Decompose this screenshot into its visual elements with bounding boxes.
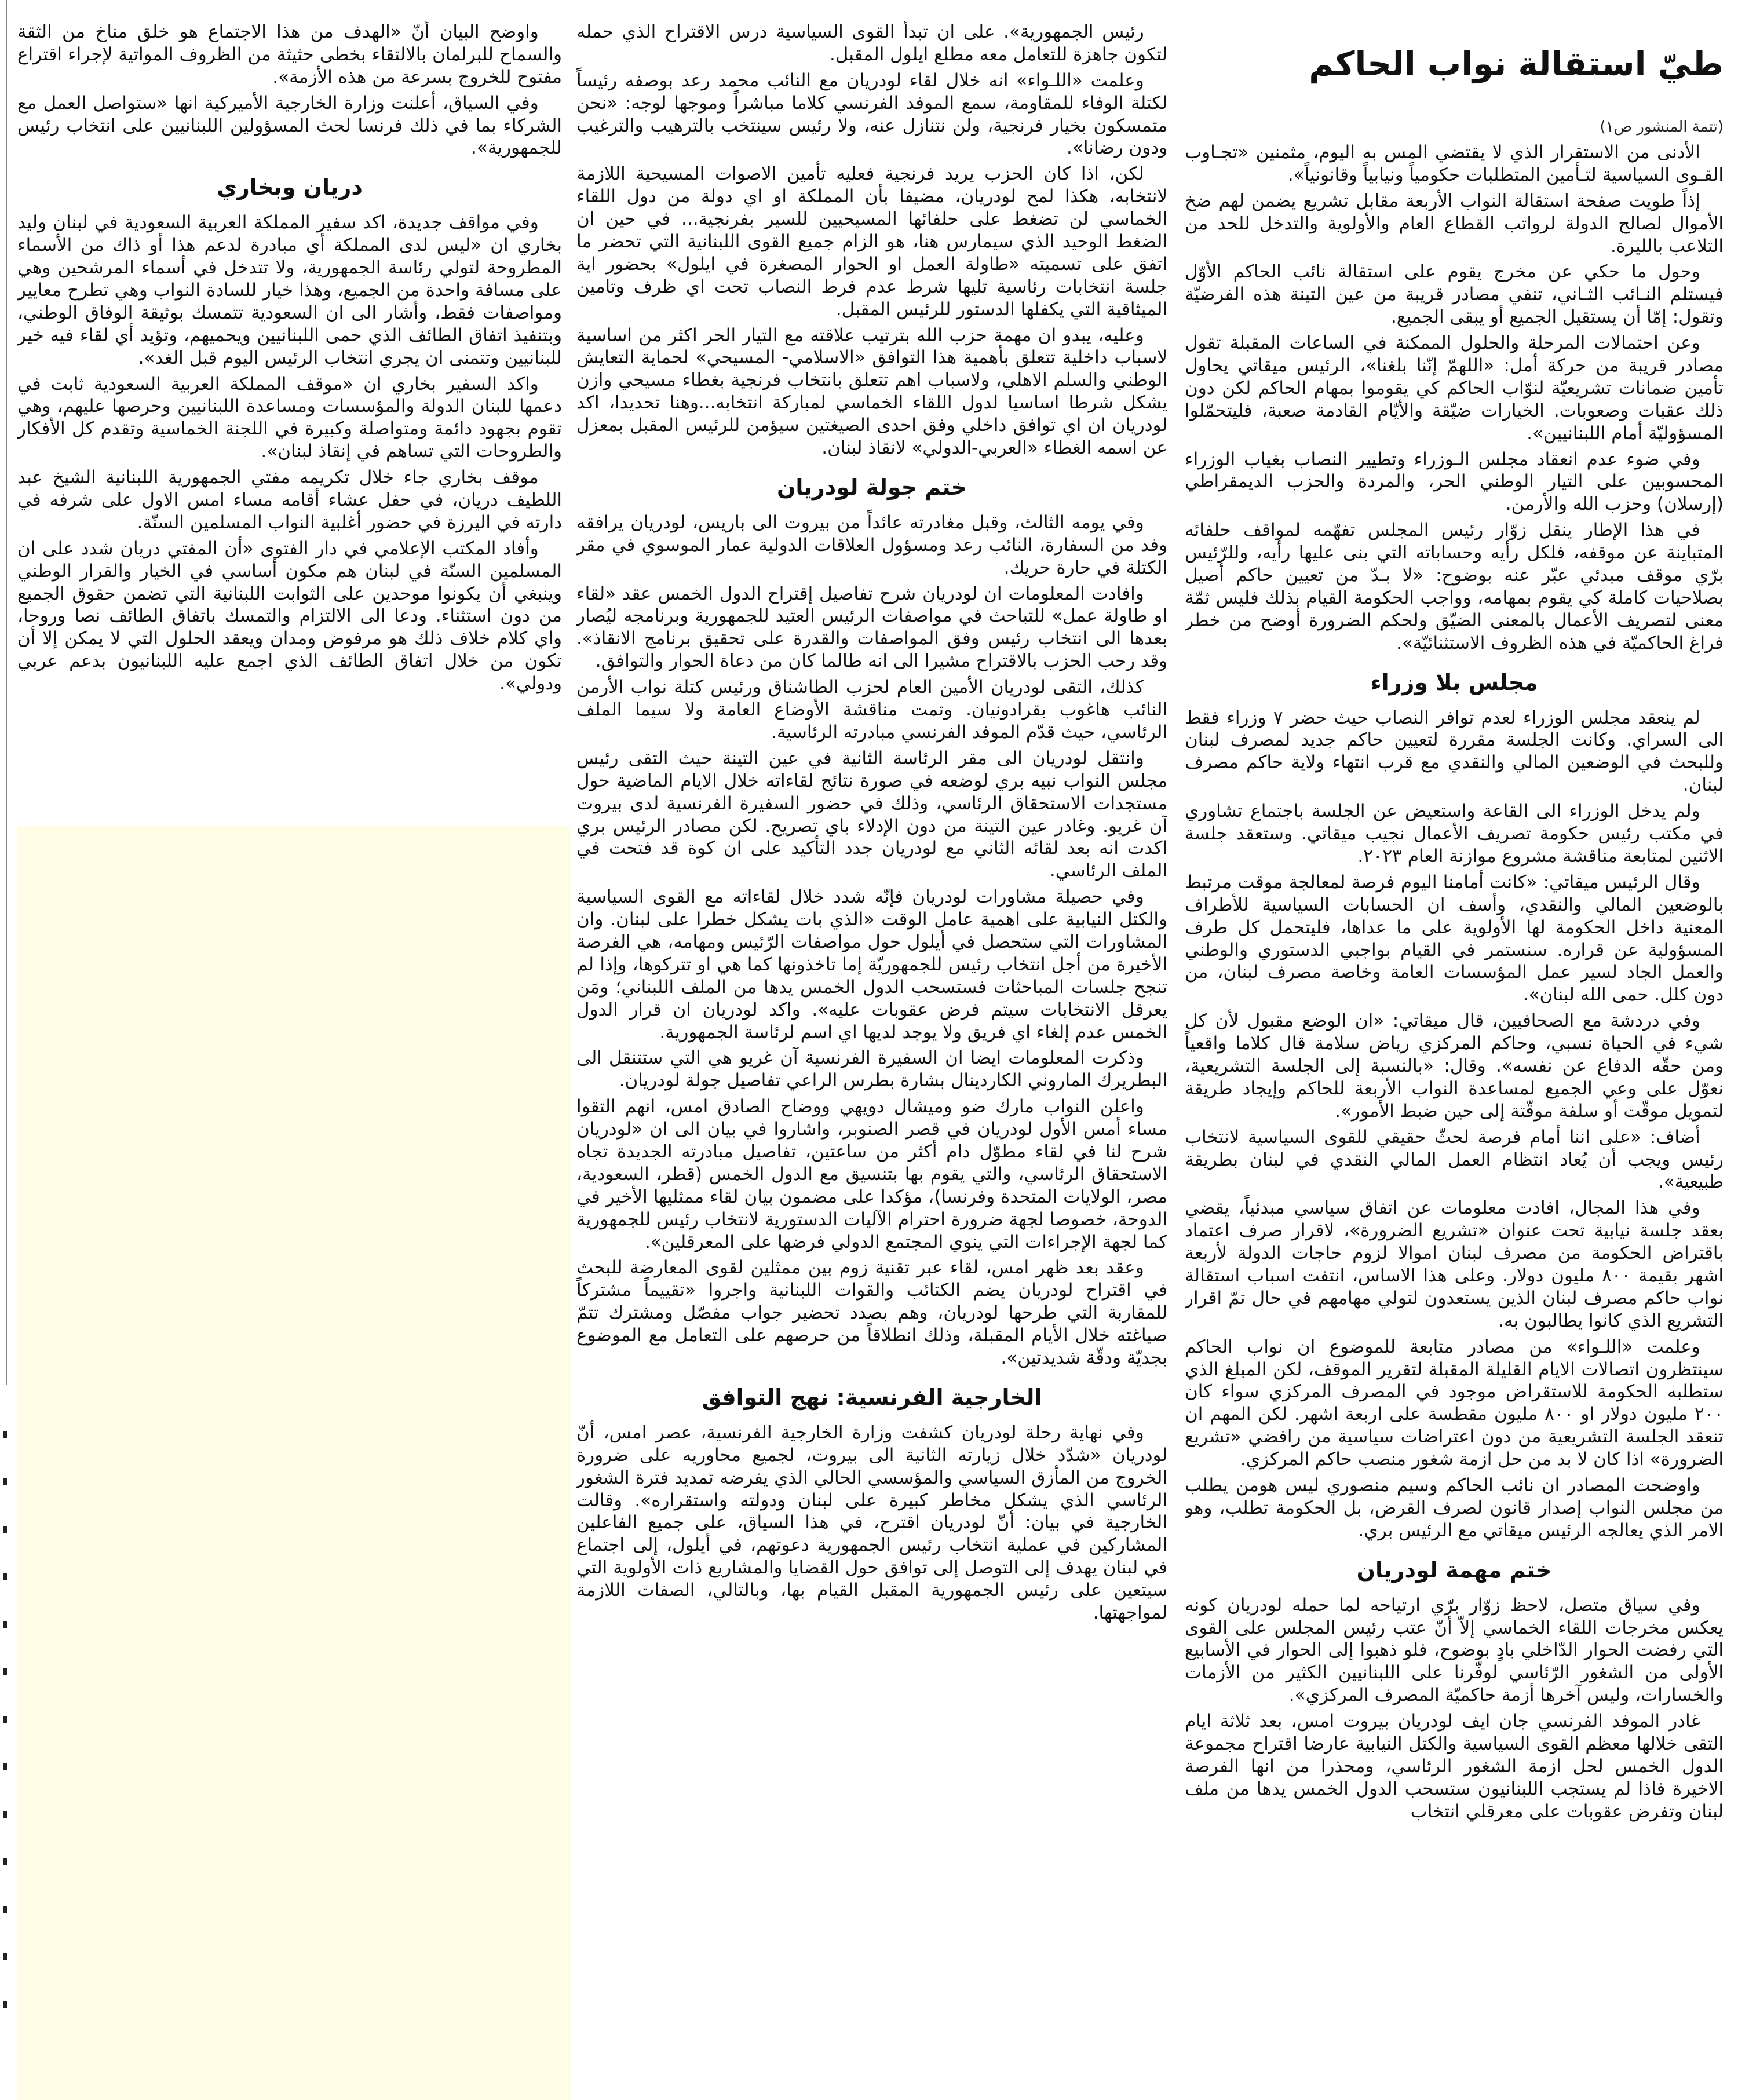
article-paragraph: ولم يدخل الوزراء الى القاعة واستعيض عن الجلسة باجتماع تشاوري في مكتب رئيس حكومة تصريف الأعمال نجيب ميقاتي. وستعقد جلسة الاثنين لمتابعة مناقشة مشروع موازنة العام ٢٠٢٣. xyxy=(1185,801,1724,867)
article-paragraph: وعقد بعد ظهر امس، لقاء عبر تقنية زوم بين ممثلين لقوى المعارضة للبحث في اقتراح لودريان يضم الكتائب والقوات اللبنانية واجروا «تقييماً مشتركاً للمقاربة التي طرحها لودريان، وهم بصدد تحضير جواب مفصّل ومشترك تتمّ صياغته خلال الأيام المقبلة، وذلك انطلاقاً من حرصهم على التعامل مع الموضوع بجديّة ودقّة شديدتين». xyxy=(576,1257,1167,1368)
article-paragraph: وعن احتمالات المرحلة والحلول الممكنة في الساعات المقبلة تقول مصادر قريبة من حركة أمل: «اللهمّ إنّنا بلغنا»، الرئيس ميقاتي يحاول تأمين ضمانات تشريعيّة لنوّاب الحاكم كي يقوموا بمهام الحاكم لكن دون ذلك عقبات وصعوبات. الخيارات ضيّقة والأيّام القادمة صعبة، فليتحمّلوا المسؤوليّة أمام اللبنانيين». xyxy=(1185,333,1724,444)
article-paragraph: إذاً طويت صفحة استقالة النواب الأربعة مقابل تشريع يضمن لهم ضخ الأموال لصالح الدولة لرواتب القطاع العام والأولوية والتدخل للحد من التلاعب بالليرة. xyxy=(1185,190,1724,257)
article-paragraph: وعلمت «اللـواء» من مصادر متابعة للموضوع ان نواب الحاكم سينتظرون اتصالات الايام القليلة المقبلة لتقرير الموقف، لكن المبلغ الذي ستطلبه الحكومة للاستقراض موجود في المصرف المركزي سواء كان ٢٠٠ مليون دولار او ٨٠٠ مليون مقطسة على اربعة اشهر. لكن المهم ان تنعقد الجلسة التشريعية من دون اعتراضات سياسية من رافضي «تشريع الضرورة» اذا كان لا بد من حل ازمة شغور منصب حاكم المركزي. xyxy=(1185,1336,1724,1470)
article-paragraph: واكد السفير بخاري ان «موقف المملكة العربية السعودية ثابت في دعمها للبنان الدولة والمؤسسات ومساعدة اللبنانيين وحرصها عليهم، وهي تقوم بجهود دائمة ومتواصلة وكبيرة في اللجنة الخماسية وتقدم كل الأفكار والطروحات التي تساهم في إنقاذ لبنان». xyxy=(17,373,562,462)
article-paragraph: وفي ضوء عدم انعقاد مجلس الـوزراء وتطيير النصاب بغياب الوزراء المحسوبين على التيار الوطني الحر، والمردة والحزب الديمقراطي (إرسلان) وحزب الله والأرمن. xyxy=(1185,448,1724,515)
article-paragraph: وفي السياق، أعلنت وزارة الخارجية الأميركية انها «ستواصل العمل مع الشركاء بما في ذلك فرنسا لحث المسؤولين اللبنانيين على انتخاب رئيس للجمهورية». xyxy=(17,92,562,159)
article-paragraph: وعلمت «اللـواء» انه خلال لقاء لودريان مع النائب محمد رعد بوصفه رئيساً لكتلة الوفاء للمقاومة، سمع الموفد الفرنسي كلاما مباشراً وموجها لوجه: «نحن متمسكون بخيار فرنجية، ولن نتنازل عنه، ولا رئيس سينتخب بالترهيب والترغيب ودون رضانا». xyxy=(576,70,1167,159)
article-paragraph: واوضحت المصادر ان نائب الحاكم وسيم منصوري ليس هومن يطلب من مجلس النواب إصدار قانون لصرف القرض، بل الحكومة تطلب، وهو الامر الذي يعالجه الرئيس ميقاتي مع الرئيس بري. xyxy=(1185,1474,1724,1541)
article-paragraph: وفي دردشة مع الصحافيين، قال ميقاتي: «ان الوضع مقبول لأن كل شيء في الحياة نسبي، وحاكم المركزي رياض سلامة قال كلاما واقعياً ومن حقّه الدفاع عن نفسه». وقال: «بالنسبة إلى الجلسة التشريعية، نعوّل على وعي الجميع لمساعدة النواب الأربعة للحاكم وإيجاد طريقة لتمويل موقّت أو سلفة موقّتة إلى حين ضبط الأمور». xyxy=(1185,1010,1724,1122)
article-paragraph: وفي نهاية رحلة لودريان كشفت وزارة الخارجية الفرنسية، عصر امس، أنّ لودريان «شدّد خلال زيارته الثانية الى بيروت، لجميع محاوريه على ضرورة الخروج من المأزق السياسي والمؤسسي الحالي الذي يفرضه تمديد فترة الشغور الرئاسي الذي يشكل مخاطر كبيرة على لبنان ودولته واستقراره». وقالت الخارجية في بيان: أنّ لودريان اقترح، في هذا السياق، على جميع الفاعلين المشاركين في عملية انتخاب رئيس الجمهورية دعوتهم، في أيلول، إلى اجتماع في لبنان يهدف إلى التوصل إلى توافق حول القضايا والمشاريع ذات الأولوية التي سيتعين على رئيس الجمهورية المقبل القيام بها، وبالتالي، الصفات اللازمة لمواجهتها. xyxy=(576,1422,1167,1623)
article-paragraph: رئيس الجمهورية». على ان تبدأ القوى السياسية درس الاقتراح الذي حمله لتكون جاهزة للتعامل معه مطلع ايلول المقبل. xyxy=(576,21,1167,65)
article-column-left xyxy=(17,21,562,832)
continued-note: (تتمة المنشور ص١) xyxy=(1600,118,1724,136)
article-paragraph: غادر الموفد الفرنسي جان ايف لودريان بيروت امس، بعد ثلاثة ايام التقى خلالها معظم القوى السياسية والكتل النيابية عارضا اقتراح مجموعة الدول الخمس لحل ازمة الشغور الرئاسي، ومحذرا من انها الفرصة الاخيرة فاذا لم يستجب اللبنانيون ستسحب الدول الخمس يدها من ملف لبنان وتفرض عقوبات على معرقلي انتخاب xyxy=(1185,1711,1724,1822)
article-paragraph: واعلن النواب مارك ضو وميشال دويهي ووضاح الصادق امس، انهم التقوا مساء أمس الأول لودريان في قصر الصنوبر، واشاروا في بيان الى ان «لودريان شرح لنا في لقاء مطوّل دام أكثر من ساعتين، تفاصيل مبادرته الجديدة تجاه الاستحقاق الرئاسي، والتي يقوم بها بتنسيق مع الدول الخمس (قطر، السعودية، مصر، الولايات المتحدة وفرنسا)، مؤكدا على مضمون بيان لقاء ممثليها الأخير في الدوحة، خصوصا لجهة ضرورة احترام الآليات الدستورية لانتخاب رئيس للجمهورية كما لجهة الإجراءات التي ينوي المجتمع الدولي فرضها على المعرقلين». xyxy=(576,1096,1167,1252)
subheading: الخارجية الفرنسية: نهج التوافق xyxy=(702,1384,1042,1410)
subheading: مجلس بلا وزراء xyxy=(1370,669,1538,695)
advertisement-placeholder xyxy=(17,826,571,2100)
article-paragraph: الأدنى من الاستقرار الذي لا يقتضي المس به اليوم، مثمنين «تجـاوب القـوى السياسية لتـأمين المتطلبات حكومياً ونيابياً وقانونياً». xyxy=(1185,142,1724,185)
article-headline: طيّ استقالة نواب الحاكم xyxy=(1309,44,1724,83)
article-paragraph: وافادت المعلومات ان لودريان شرح تفاصيل إقتراح الدول الخمس عقد «لقاء او طاولة عمل» للتباحث في مواصفات الرئيس العتيد للجمهورية وبرنامجه ليُصار بعدها الى انتخاب رئيس وفق المواصفات والقدرة على تحقيق برنامج الانقاذ». وقد رحب الحزب بالاقتراح مشيرا الى انه طالما كان من دعاة الحوار والتوافق. xyxy=(576,583,1167,672)
article-paragraph: وأفاد المكتب الإعلامي في دار الفتوى «أن المفتي دريان شدد على ان المسلمين السنّة في لبنان هم مكون أساسي في الخيار والقرار الوطني وينبغي أن يكونوا موحدين على الثوابت اللبنانية التي تضمن حقوق الجميع من دون استثناء. ودعا الى الالتزام والتمسك باتفاق الطائف نصا وروحا، واي كلام خلاف ذلك هو مرفوض ومدان ويعقد الحلول التي لا يمكن إلا أن تكون من خلال اتفاق الطائف الذي اجمع عليه اللبنانيون بدعم عربي ودولي». xyxy=(17,538,562,695)
article-paragraph: لكن، اذا كان الحزب يريد فرنجية فعليه تأمين الاصوات المسيحية اللازمة لانتخابه، هكذا لمح لودريان، مضيفا بأن المملكة او اي دولة من دول اللقاء الخماسي لن تضغط على حلفائها المسيحيين للسير بفرنجية... في حين ان الضغط الوحيد الذي سيمارس هنا، هو الزام جميع القوى اللبنانية التي تحضر ما اتفق على تسميته «طاولة العمل او الحوار المصغرة في ايلول» بحضور اية جلسة انتخابات رئاسية تليها شرط عدم فرط النصاب تحت اي ظرف وتامين الميثاقية التي يكفلها الدستور للرئيس المقبل. xyxy=(576,163,1167,320)
article-column-middle xyxy=(576,21,1167,2089)
subheading: ختم جولة لودريان xyxy=(776,474,967,500)
article-paragraph: كذلك، التقى لودريان الأمين العام لحزب الطاشناق ورئيس كتلة نواب الأرمن النائب هاغوب بقرادونيان. وتمت مناقشة الأوضاع العامة ولا سيما الملف الرئاسي، حيث قدّم الموفد الفرنسي مبادرته الرئاسية. xyxy=(576,677,1167,743)
article-column-right xyxy=(1185,21,1724,2089)
article-paragraph: وفي يومه الثالث، وقبل مغادرته عائداً من بيروت الى باريس، لودريان يرافقه وفد من السفارة، النائب رعد ومسؤول العلاقات الدولية عمار الموسوي في مقر الكتلة في حارة حريك. xyxy=(576,512,1167,578)
subheading: ختم مهمة لودريان xyxy=(1356,1557,1552,1583)
article-paragraph: موقف بخاري جاء خلال تكريمه مفتي الجمهورية اللبنانية الشيخ عبد اللطيف دريان، في حفل عشاء أقامه مساء امس الاول على شرفه في دارته في اليرزة في حضور أغلبية النواب المسلمين السنّة. xyxy=(17,467,562,533)
article-paragraph: وعليه، يبدو ان مهمة حزب الله بترتيب علاقته مع التيار الحر اكثر من اساسية لاسباب داخلية تتعلق بأهمية هذا التوافق «الاسلامي- المسيحي» لحماية التعايش الوطني والسلم الاهلي، ولاسباب اهم تتعلق بانتخاب فرنجية بغطاء مسيحي وازن يشكل شرطا اساسيا لدول اللقاء الخماسي لمباركة انتخابه...وهنا تحديدا، اكد لودريان ان اي توافق داخلي وفق احدى الصيغتين سيؤمن للرئيس المقبل بمعزل عن اسمه الغطاء «العربي-الدولي» لانقاذ لبنان. xyxy=(576,324,1167,459)
article-paragraph: وفي مواقف جديدة، اكد سفير المملكة العربية السعودية في لبنان وليد بخاري ان «ليس لدى المملكة أي مبادرة لدعم هذا أو ذاك من الأسماء المطروحة لتولي رئاسة الجمهورية، ولا تتدخل في أسماء المرشحين وهي على مسافة واحدة من الجميع، وهذا خيار للسادة النواب وهي تطرح معايير ومواصفات فقط، وأشار الى ان السعودية تتمسك بوثيقة الوفاق الوطني، وبتنفيذ اتفاق الطائف الذي حمى اللبنانيين ويحميهم، وتؤيد أي لقاء فيه خير للبنانيين وتتمنى ان يجري انتخاب الرئيس اليوم قبل الغد». xyxy=(17,212,562,368)
left-margin-rule xyxy=(6,0,7,1385)
article-paragraph: أضاف: «على اننا أمام فرصة لحثّ حقيقي للقوى السياسية لانتخاب رئيس ويجب أن يُعاد انتظام العمل المالي النقدي في لبنان بطريقة طبيعية». xyxy=(1185,1126,1724,1193)
article-paragraph: وفي حصيلة مشاورات لودريان فإنّه شدد خلال لقاءاته مع القوى السياسية والكتل النيابية على اهمية عامل الوقت «الذي بات يشكل خطرا على لبنان. وان المشاورات التي ستحصل في أيلول حول مواصفات الرّئيس ومهامه، هي الفرصة الأخيرة من أجل انتخاب رئيس للجمهوريّة إما تاخذونها كما هي او تتركوها، وإذا لم تنجح جلسات المباحثات فستسحب الدول الخمس يدها من الملف اللبناني؛ ومَن يعرقل الانتخابات سيتم فرض عقوبات عليه». واكد لودريان ان قرار الدول الخمس عدم إلغاء اي فريق ولا يوجد لديها اي اسم لرئاسة الجمهورية. xyxy=(576,886,1167,1043)
article-paragraph: وقال الرئيس ميقاتي: «كانت أمامنا اليوم فرصة لمعالجة موقت مرتبط بالوضعين المالي والنقدي، وأسف ان الحسابات السياسية للأطراف المعنية داخل الحكومة لها الأولوية على ما عداها، فليتحمل كل طرف المسؤولية عن قراره. سنستمر في القيام بواجبي الدستوري والوطني والعمل الجاد لسير عمل المؤسسات العامة وخاصة مصرف لبنان، من دون كلل. حمى الله لبنان». xyxy=(1185,871,1724,1006)
article-paragraph: وحول ما حكي عن مخرج يقوم على استقالة نائب الحاكم الأوّل فيستلم النـائب الثـاني، تنفي مصادر قريبة من عين التينة هذه الفرضيّة وتقول: إمّا أن يستقيل الجميع أو يبقى الجميع. xyxy=(1185,261,1724,328)
article-paragraph: في هذا الإطار ينقل زوّار رئيس المجلس تفهّمه لمواقف حلفائه المتباينة عن موقفه، فلكل رأيه وحساباته التي بنى عليها رأيه، وللرّئيس برّي موقف مبدئي عبّر عنه بوضوح: «لا بـدّ من تعيين حاكم أصيل بصلاحيات كاملة كي يقوم بمهامه، وواجب الحكومة القيام بذلك فليس ثمّة معنى لتصريف الأعمال بالمعنى الضيّق ولحكم الضرورة أوضح من خطر فراغ الحاكميّة في هذه الظروف الاستثنائيّة». xyxy=(1185,520,1724,653)
left-edge-marks xyxy=(1,1431,7,2097)
article-paragraph: وذكرت المعلومات ايضا ان السفيرة الفرنسية آن غريو هي التي ستتنقل الى البطريرك الماروني الكاردينال بشارة بطرس الراعي تفاصيل جولة لودريان. xyxy=(576,1047,1167,1091)
article-paragraph: لم ينعقد مجلس الوزراء لعدم توافر النصاب حيث حضر ٧ وزراء فقط الى السراي. وكانت الجلسة مقررة لتعيين حاكم جديد لمصرف لبنان وللبحث في الوضعين المالي والنقدي مع قرب انتهاء ولاية حاكم مصرف لبنان. xyxy=(1185,707,1724,796)
article-paragraph: واوضح البيان أنّ «الهدف من هذا الاجتماع هو خلق مناخ من الثقة والسماح للبرلمان بالالتقاء بخطى حثيثة من الظروف المواتية لإجراء اقتراع مفتوح للخروج بسرعة من هذه الأزمة». xyxy=(17,21,562,87)
subheading: دريان وبخاري xyxy=(217,174,363,200)
article-paragraph: وانتقل لودريان الى مقر الرئاسة الثانية في عين التينة حيث التقى رئيس مجلس النواب نبيه بري لوضعه في صورة نتائج لقاءاته خلال الايام الماضية حول مستجدات الاستحقاق الرئاسي، وذلك في حضور السفيرة الفرنسية لدى بيروت آن غريو. وغادر عين التينة من دون الإدلاء باي تصريح. لكن مصادر الرئيس بري اكدت انه بعد لقائه الثاني مع لودريان جدد التأكيد على ان كوة قد فتحت في الملف الرئاسي. xyxy=(576,747,1167,882)
article-paragraph: وفي سياق متصل، لاحظ زوّار برّي ارتياحه لما حمله لودريان كونه يعكس مخرجات اللقاء الخماسي إلاّ أنّ عتب رئيس المجلس على القوى التي رفضت الحوار الدّاخلي بادٍ بوضوح، فلو ذهبوا إلى الحوار في الأسابيع الأولى من الشغور الرّئاسي لوفّرنا على اللبنانيين الكثير من الأزمات والخسارات، وليس آخرها أزمة حاكميّة المصرف المركزي». xyxy=(1185,1594,1724,1706)
article-paragraph: وفي هذا المجال، افادت معلومات عن اتفاق سياسي مبدئياً، يقضي بعقد جلسة نيابية تحت عنوان «تشريع الضرورة»، لاقرار صرف اعتماد باقتراض الحكومة من مصرف لبنان اموالا لزوم حاجات الدولة لأربعة اشهر بقيمة ٨٠٠ مليون دولار. وعلى هذا الاساس، انتفت اسباب استقالة نواب حاكم مصرف لبنان الذين يستعدون لتولي مهامهم في حال تمّ اقرار التشريع الذي كانوا يطالبون به. xyxy=(1185,1197,1724,1331)
